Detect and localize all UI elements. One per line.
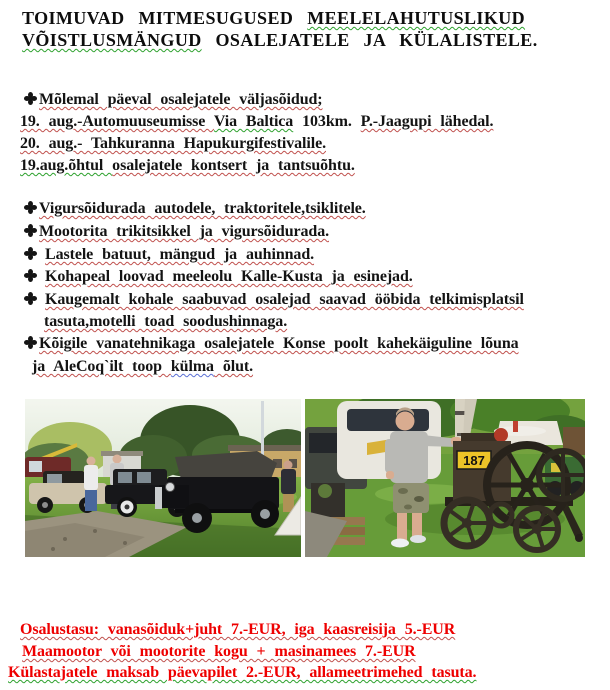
intro-text: Mõlemal päeval osalejatele väljasõidud; [39, 91, 323, 108]
schedule-text: Via Baltica [213, 113, 294, 130]
accommodation-text: tasuta,motelli toad soodushinnaga. [44, 313, 288, 330]
schedule-text: 19. aug.-Automuuseumisse [20, 113, 214, 130]
fees-line-3 [8, 663, 476, 683]
activity-line-3 [24, 245, 314, 266]
engine-photo [305, 399, 585, 557]
title-text-misspelled: VÕISTLUSMÄNGUD [22, 30, 202, 50]
activity-line-2 [24, 222, 329, 243]
fees-line-1 [20, 620, 455, 640]
accommodation-line-1 [24, 290, 524, 311]
activity-line-4 [24, 267, 413, 288]
activity-line-1 [24, 199, 366, 220]
title-text-misspelled: MEELELAHUTUSLIKUD [307, 8, 526, 28]
activity-text: Kohapeal loovad meeleolu Kalle-Kusta ja esinejad. [45, 268, 413, 285]
accommodation-line-2 [44, 312, 287, 332]
flag-pole [261, 401, 264, 461]
schedule-text: P.-Jaagupi lähedal. [360, 113, 494, 130]
schedule-line-3 [20, 156, 355, 176]
accommodation-text: Kaugemalt kohale saabuvad osalejad saavad ööbida telkimisplatsil [45, 291, 524, 308]
clover-bullet-icon [24, 291, 37, 311]
schedule-line-2 [20, 134, 326, 154]
fees-text: Osalustasu: vanasõiduk+juht 7.-EUR, iga kaasreisija 5.-EUR [20, 621, 456, 638]
schedule-line-1 [20, 112, 493, 132]
intro-bullet-line [24, 90, 323, 111]
clover-bullet-icon [24, 268, 37, 288]
activity-text: Vigursõidurada autodele, traktoritele,tsiklitele. [39, 200, 366, 217]
lunch-text: külma [170, 358, 214, 375]
activity-text: Lastele batuut, mängud ja auhinnad. [45, 246, 315, 263]
lunch-line-2 [32, 357, 253, 377]
schedule-text: osalejatele kontsert ja tantsuõhtu. [112, 157, 355, 174]
title-line-1 [22, 8, 525, 29]
schedule-text: 20. aug.- Tahkuranna Hapukurgifestivalile. [20, 135, 326, 152]
fees-text: Maamootor või mootorite kogu + masinamees 7.-EUR [22, 643, 416, 660]
schedule-text: 19.aug.õhtul [20, 157, 113, 174]
clover-bullet-icon [24, 335, 37, 355]
clover-bullet-icon [24, 200, 37, 220]
clover-bullet-icon [24, 91, 37, 111]
lunch-text: ja AleCoq`ilt toop [32, 358, 171, 375]
title-text: TOIMUVAD MITMESUGUSED [22, 8, 308, 28]
vintage-cars-photo [25, 399, 301, 557]
schedule-text: 103km. [293, 113, 361, 130]
fees-line-2 [22, 642, 416, 662]
fees-text: Külastajatele maksab päevapilet 2.-EUR, allameetrimehed tasuta. [8, 664, 477, 681]
activity-text: Mootorita trikitsikkel ja vigursõidurada. [39, 223, 330, 240]
clover-bullet-icon [24, 223, 37, 243]
plate-number-label: 187 [463, 453, 485, 468]
lunch-text: Kõigile vanatehnikaga osalejatele Konse poolt kahekäiguline lõuna [39, 335, 519, 352]
lunch-line-1 [24, 334, 519, 355]
clover-bullet-icon [24, 246, 37, 266]
title-text: OSALEJATELE JA KÜLALISTELE. [201, 30, 538, 50]
lunch-text: õlut. [213, 358, 254, 375]
title-line-2 [22, 30, 538, 51]
